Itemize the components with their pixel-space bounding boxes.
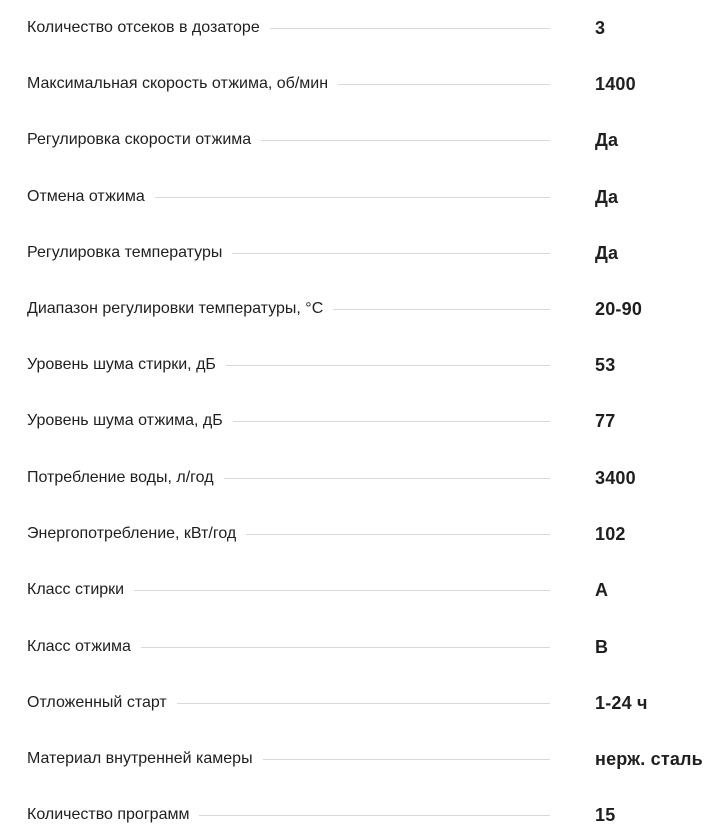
spec-label: Класс отжима [27,638,131,655]
spec-label: Отмена отжима [27,188,145,205]
spec-label: Потребление воды, л/год [27,469,214,486]
spec-row [27,350,719,380]
spec-row [27,182,719,212]
spec-row [27,294,719,324]
spec-value: 77 [595,410,616,431]
leader-line [333,309,550,310]
spec-value: A [595,579,609,600]
spec-row [27,744,719,774]
leader-line [226,365,550,366]
leader-line [232,253,550,254]
spec-row [27,688,719,718]
spec-row [27,125,719,155]
leader-line [270,28,550,29]
spec-row [27,13,719,43]
spec-value: 53 [595,354,616,375]
spec-value: 3400 [595,467,636,488]
spec-label: Отложенный старт [27,694,167,711]
leader-line [199,815,550,816]
spec-value: Да [595,242,619,263]
spec-value: Да [595,129,619,150]
spec-row [27,69,719,99]
spec-value: Да [595,186,619,207]
spec-value: 3 [595,17,606,38]
leader-line [261,140,550,141]
spec-row [27,406,719,436]
spec-value: 102 [595,523,626,544]
leader-line [134,590,550,591]
spec-label: Уровень шума отжима, дБ [27,412,223,429]
leader-line [246,534,550,535]
leader-line [338,84,550,85]
spec-label: Диапазон регулировки температуры, °С [27,300,324,317]
leader-line [233,421,550,422]
leader-line [155,197,550,198]
leader-line [224,478,550,479]
spec-value: нерж. сталь [595,748,703,769]
spec-label: Класс стирки [27,581,125,598]
spec-label: Регулировка скорости отжима [27,131,252,148]
spec-value: 20-90 [595,298,643,319]
spec-row [27,238,719,268]
spec-row [27,800,719,830]
spec-row [27,632,719,662]
spec-value: B [595,636,609,657]
spec-row [27,519,719,549]
spec-label: Количество программ [27,806,190,823]
spec-label: Материал внутренней камеры [27,750,253,767]
spec-label: Количество отсеков в дозаторе [27,19,260,36]
spec-row [27,463,719,493]
spec-label: Максимальная скорость отжима, об/мин [27,75,329,92]
spec-label: Уровень шума стирки, дБ [27,356,216,373]
spec-value: 1400 [595,73,636,94]
leader-line [141,647,550,648]
spec-label: Энергопотребление, кВт/год [27,525,237,542]
leader-line [177,703,550,704]
leader-line [263,759,550,760]
spec-value: 15 [595,804,616,825]
spec-label: Регулировка температуры [27,244,223,261]
spec-value: 1-24 ч [595,692,648,713]
spec-row [27,575,719,605]
